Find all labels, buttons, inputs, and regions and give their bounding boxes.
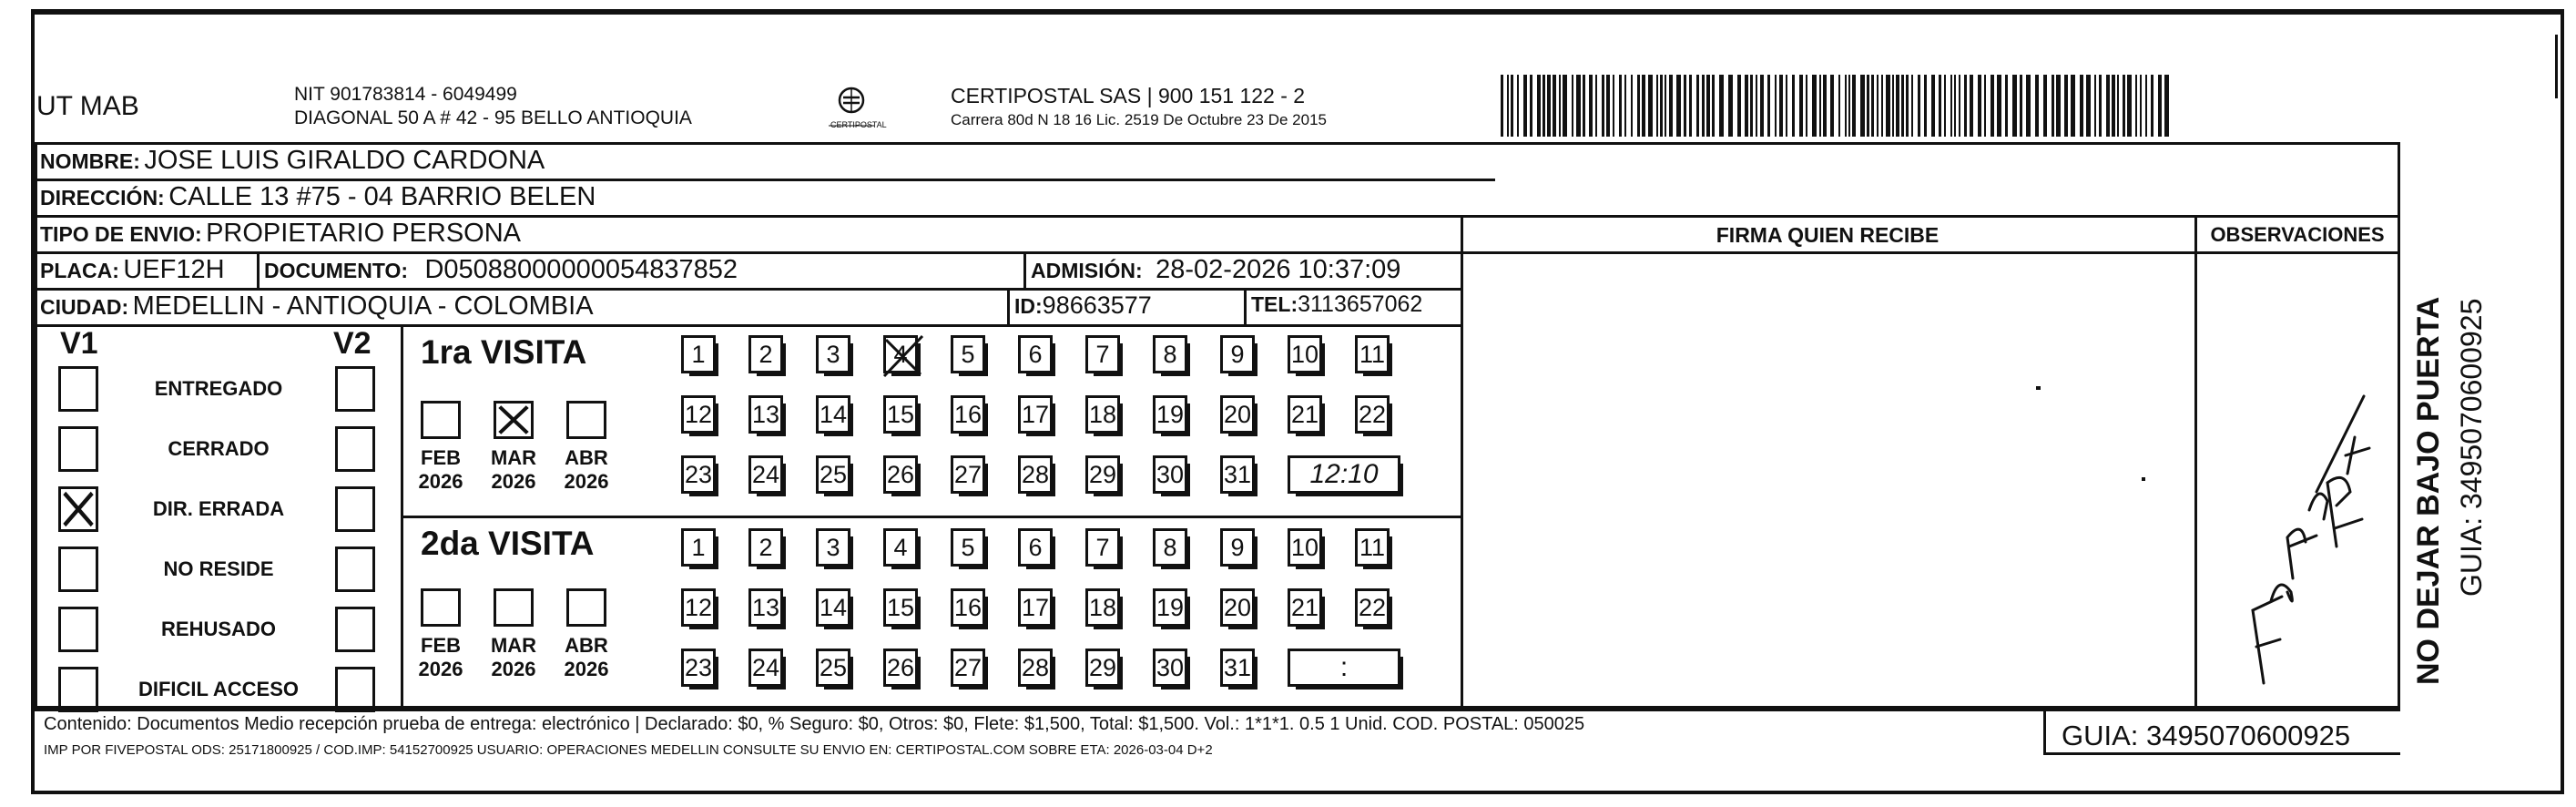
col-divider — [1461, 215, 1463, 709]
day-box[interactable]: 8 — [1153, 528, 1187, 567]
day-box[interactable]: 17 — [1018, 588, 1053, 627]
documento-field: DOCUMENTO: D05088000000054837852 — [264, 255, 738, 284]
day-box[interactable]: 21 — [1288, 588, 1322, 627]
status-label: CERRADO — [168, 437, 270, 460]
status-label: REHUSADO — [161, 618, 276, 640]
row-divider — [35, 251, 2400, 254]
day-box[interactable]: 31 — [1220, 455, 1255, 494]
day-box[interactable]: 27 — [951, 649, 985, 687]
status-label: NO RESIDE — [163, 557, 274, 580]
edge-mark — [2555, 35, 2558, 98]
day-box[interactable]: 9 — [1220, 335, 1255, 373]
tel-field: TEL:3113657062 — [1251, 291, 1423, 317]
month-checkbox[interactable] — [494, 588, 534, 627]
ink-dot — [2036, 386, 2041, 390]
visit-divider — [401, 516, 1461, 518]
ink-dot — [2142, 477, 2145, 481]
month-label: FEB 2026 — [418, 446, 463, 493]
day-box[interactable]: 28 — [1018, 455, 1053, 494]
ciudad-field: CIUDAD: MEDELLIN - ANTIOQUIA - COLOMBIA — [40, 291, 594, 321]
day-box[interactable]: 25 — [816, 649, 850, 687]
side-guia: GUIA: 3495070600925 — [2455, 298, 2488, 597]
v1-checkbox[interactable] — [58, 667, 98, 712]
day-box[interactable]: 3 — [816, 528, 850, 567]
footer-guia: GUIA: 3495070600925 — [2062, 720, 2351, 751]
day-box[interactable]: 22 — [1355, 395, 1390, 434]
day-box[interactable]: 6 — [1018, 528, 1053, 567]
placa-field: PLACA: UEF12H — [40, 255, 225, 284]
day-box[interactable]: 14 — [816, 588, 850, 627]
col-divider — [1023, 251, 1026, 288]
day-box[interactable]: 2 — [748, 335, 783, 373]
day-box[interactable]: 21 — [1288, 395, 1322, 434]
day-box[interactable]: 17 — [1018, 395, 1053, 434]
month-label: ABR 2026 — [564, 446, 609, 493]
admision-field: ADMISIÓN: 28-02-2026 10:37:09 — [1031, 255, 1401, 284]
v2-checkbox[interactable] — [335, 426, 375, 472]
first-visit-title: 1ra VISITA — [421, 333, 587, 371]
v1-checkbox[interactable] — [58, 486, 98, 532]
nombre-row: NOMBRE: JOSE LUIS GIRALDO CARDONA — [40, 146, 545, 175]
day-box[interactable]: 12 — [681, 588, 716, 627]
day-box[interactable]: 15 — [883, 395, 918, 434]
day-box[interactable]: 13 — [748, 588, 783, 627]
day-box[interactable]: 10 — [1288, 528, 1322, 567]
id-field: ID:98663577 — [1014, 291, 1152, 319]
day-box[interactable]: 24 — [748, 455, 783, 494]
day-box[interactable]: 12 — [681, 395, 716, 434]
guia-underline — [2043, 752, 2400, 755]
month-checkbox[interactable] — [421, 588, 461, 627]
v1-checkbox[interactable] — [58, 366, 98, 412]
day-box[interactable]: 9 — [1220, 528, 1255, 567]
day-box[interactable]: 1 — [681, 335, 716, 373]
barcode — [1501, 75, 2174, 137]
month-checkbox[interactable] — [494, 401, 534, 439]
month-label: ABR 2026 — [564, 634, 609, 680]
carrier-license: Carrera 80d N 18 16 Lic. 2519 De Octubre 23 De 2015 — [951, 111, 1327, 128]
day-box[interactable]: 29 — [1085, 455, 1120, 494]
day-box[interactable]: 5 — [951, 528, 985, 567]
day-box[interactable]: 3 — [816, 335, 850, 373]
v1-checkbox[interactable] — [58, 607, 98, 652]
day-box[interactable]: 4 — [883, 335, 918, 373]
day-box[interactable]: 2 — [748, 528, 783, 567]
month-label: MAR 2026 — [490, 446, 537, 493]
day-box[interactable]: 19 — [1153, 588, 1187, 627]
day-box[interactable]: 11 — [1355, 335, 1390, 373]
day-box[interactable]: 30 — [1153, 649, 1187, 687]
row-divider — [35, 324, 1461, 327]
v1-checkbox[interactable] — [58, 547, 98, 592]
day-box[interactable]: 18 — [1085, 395, 1120, 434]
observaciones-header: OBSERVACIONES — [2210, 223, 2385, 246]
v2-checkbox[interactable] — [335, 667, 375, 712]
day-box[interactable]: 23 — [681, 649, 716, 687]
no-dejar-bajo-puerta: NO DEJAR BAJO PUERTA — [2411, 296, 2446, 685]
day-box[interactable]: 13 — [748, 395, 783, 434]
day-box[interactable]: 28 — [1018, 649, 1053, 687]
guia-divider — [2043, 709, 2046, 752]
day-box[interactable]: 24 — [748, 649, 783, 687]
status-label: ENTREGADO — [154, 377, 283, 400]
day-box[interactable]: 16 — [951, 588, 985, 627]
status-label: DIR. ERRADA — [152, 497, 285, 520]
day-box[interactable]: 25 — [816, 455, 850, 494]
day-box[interactable]: 26 — [883, 649, 918, 687]
time-box[interactable]: 12:10 — [1288, 455, 1400, 494]
month-checkbox[interactable] — [566, 588, 606, 627]
v2-checkbox[interactable] — [335, 486, 375, 532]
v1-label: V1 — [60, 326, 98, 361]
company-nit: NIT 901783814 - 6049499 — [294, 84, 517, 105]
day-box[interactable]: 20 — [1220, 588, 1255, 627]
tipo-envio-row: TIPO DE ENVIO: PROPIETARIO PERSONA — [40, 219, 522, 248]
footer-imp: IMP POR FIVEPOSTAL ODS: 25171800925 / COD.IMP: 54152700925 USUARIO: OPERACIONES MEDELLIN CONSULTE SU ENVIO EN: CERTIPOSTAL.COM SOBRE ETA: 2026-03-04 D+2 — [44, 742, 1213, 758]
day-box[interactable]: 14 — [816, 395, 850, 434]
day-box[interactable]: 1 — [681, 528, 716, 567]
day-box[interactable]: 11 — [1355, 528, 1390, 567]
company-address: DIAGONAL 50 A # 42 - 95 BELLO ANTIOQUIA — [294, 107, 692, 128]
handwritten-observation — [2200, 383, 2400, 701]
time-box[interactable]: : — [1288, 649, 1400, 687]
month-checkbox[interactable] — [566, 401, 606, 439]
company-name: UT MAB — [36, 91, 139, 121]
footer-contenido: Contenido: Documentos Medio recepción prueba de entrega: electrónico | Declarado: $0, % Seguro: $0, Otros: $0, Flete: $1,500, Total: $1,500. Vol.: 1*1*1. 0.5 1 Unid. COD. POSTAL: 050025 — [44, 714, 1585, 734]
day-box[interactable]: 20 — [1220, 395, 1255, 434]
day-box[interactable]: 18 — [1085, 588, 1120, 627]
day-box[interactable]: 27 — [951, 455, 985, 494]
month-checkbox[interactable] — [421, 401, 461, 439]
day-box[interactable]: 31 — [1220, 649, 1255, 687]
carrier-name: CERTIPOSTAL SAS | 900 151 122 - 2 — [951, 84, 1306, 107]
v2-checkbox[interactable] — [335, 607, 375, 652]
day-box[interactable]: 6 — [1018, 335, 1053, 373]
day-box[interactable]: 23 — [681, 455, 716, 494]
status-label: DIFICIL ACCESO — [137, 678, 299, 700]
col-divider — [2194, 215, 2197, 709]
direccion-row: DIRECCIÓN: CALLE 13 #75 - 04 BARRIO BELEN — [40, 182, 596, 211]
day-box[interactable]: 26 — [883, 455, 918, 494]
v2-checkbox[interactable] — [335, 547, 375, 592]
row-divider — [35, 179, 1495, 181]
day-box[interactable]: 7 — [1085, 528, 1120, 567]
day-box[interactable]: 22 — [1355, 588, 1390, 627]
day-box[interactable]: 29 — [1085, 649, 1120, 687]
day-box[interactable]: 4 — [883, 528, 918, 567]
month-label: FEB 2026 — [418, 634, 463, 680]
row-divider — [35, 288, 1461, 291]
day-box[interactable]: 10 — [1288, 335, 1322, 373]
second-visit-title: 2da VISITA — [421, 525, 595, 562]
col-divider — [1007, 288, 1010, 324]
day-box[interactable]: 5 — [951, 335, 985, 373]
v1-checkbox[interactable] — [58, 426, 98, 472]
day-box[interactable]: 30 — [1153, 455, 1187, 494]
col-divider — [257, 251, 260, 288]
v2-label: V2 — [333, 326, 372, 361]
row-divider — [35, 215, 2400, 218]
logo-text: CERTIPOSTAL — [830, 120, 887, 129]
day-box[interactable]: 19 — [1153, 395, 1187, 434]
day-box[interactable]: 8 — [1153, 335, 1187, 373]
firma-header: FIRMA QUIEN RECIBE — [1716, 223, 1940, 247]
day-cross-mark — [881, 332, 926, 382]
col-divider — [1244, 288, 1247, 324]
day-box[interactable]: 16 — [951, 395, 985, 434]
v2-checkbox[interactable] — [335, 366, 375, 412]
day-box[interactable]: 7 — [1085, 335, 1120, 373]
month-label: MAR 2026 — [490, 634, 537, 680]
day-box[interactable]: 15 — [883, 588, 918, 627]
